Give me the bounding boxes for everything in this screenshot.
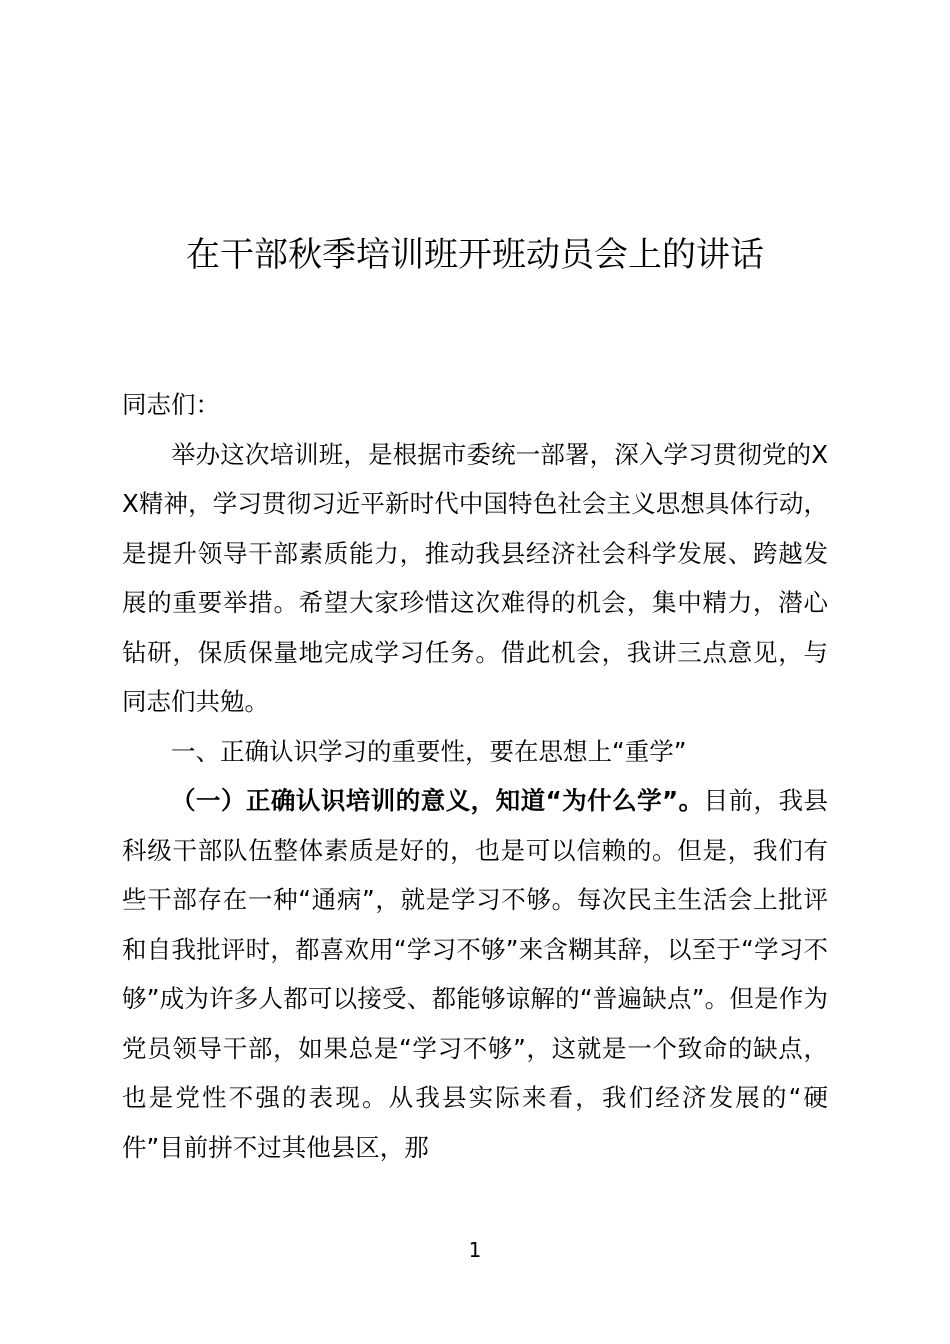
subsection-text-1: 目前，我县科级干部队伍整体素质是好的，也是可以信赖的。但是，我们有些干部存在一种“通病”，就是学习不够。每次民主生活会上批评和自我批评时，都喜欢用“学习不够”来含糊其辞，以至于“学习不够”成为许多人都可以接受、都能够谅解的“普遍缺点”。但是作为党员领导干部，如果总是“学习不够”，这就是一个致命的缺点，也是党性不强的表现。从我县实际来看，我们经济发展的“硬件”目前拼不过其他县区，那 [122,786,829,1162]
paragraph-intro: 举办这次培训班，是根据市委统一部署，深入学习贯彻党的XX精神，学习贯彻习近平新时代中国特色社会主义思想具体行动，是提升领导干部素质能力，推动我县经济社会科学发展、跨越发展的重要举措。希望大家珍惜这次难得的机会，集中精力，潜心钻研，保质保量地完成学习任务。借此机会，我讲三点意见，与同志们共勉。 [122,439,828,716]
subsection-paragraph-1 [122,776,828,1172]
document-body [122,380,828,1172]
section-heading-1: 一、正确认识学习的重要性，要在思想上“重学” [171,736,687,766]
salutation: 同志们： [122,390,220,419]
page-number: 1 [468,1238,482,1262]
document-title: 在干部秋季培训班开班动员会上的讲话 [186,235,764,275]
subsection-heading-1: （一）正确认识培训的意义，知道“为什么学”。 [171,786,704,815]
